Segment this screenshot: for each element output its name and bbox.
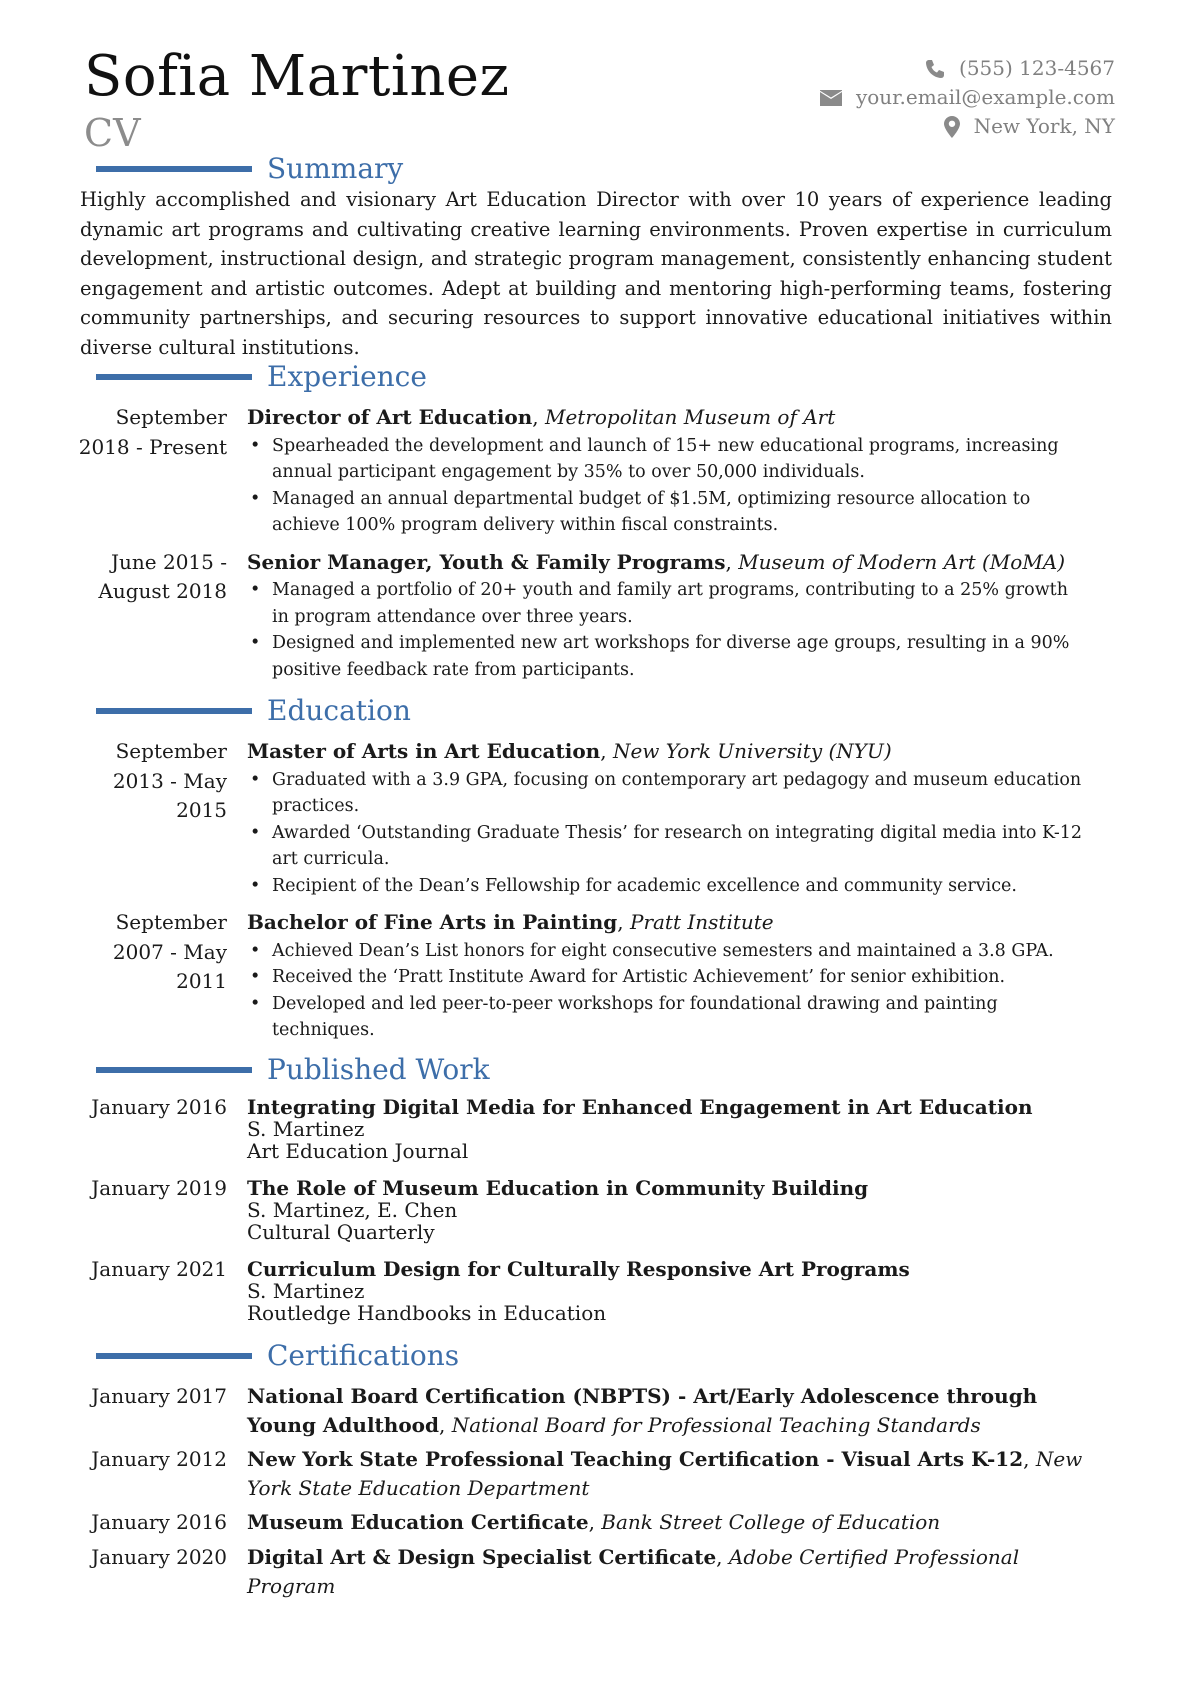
map-marker-icon — [944, 116, 960, 138]
publication-authors: S. Martinez — [247, 1117, 365, 1141]
entry-date: January 2012 — [91, 1447, 227, 1471]
section-accent-bar — [96, 166, 252, 172]
entry-date: June 2015 - August 2018 — [98, 549, 227, 603]
education-list — [0, 737, 1190, 1044]
publication-entry — [0, 1177, 1190, 1243]
publication-authors: S. Martinez — [247, 1279, 365, 1303]
entry-date: January 2016 — [91, 1095, 227, 1119]
education-entry — [0, 908, 1190, 1044]
entry-title: Senior Manager, Youth & Family Programs, Museum of Modern Art (MoMA) — [247, 549, 1066, 574]
section-accent-bar — [96, 1067, 252, 1073]
organization: Museum of Modern Art (MoMA) — [738, 549, 1066, 574]
education-entry — [0, 737, 1190, 899]
degree: Master of Arts in Art Education — [247, 739, 601, 763]
entry-date: January 2021 — [91, 1257, 227, 1281]
school: New York University (NYU) — [612, 739, 892, 763]
entry-date: January 2017 — [91, 1384, 227, 1408]
entry-date: September 2013 - May 2015 — [112, 739, 227, 822]
certification-entry — [0, 1543, 1190, 1601]
list-item: • Recipient of the Dean’s Fellowship for academic excellence and community service. — [247, 873, 1087, 900]
publication-entry — [0, 1096, 1190, 1162]
school: Pratt Institute — [629, 910, 774, 934]
section-heading: Published Work — [267, 1053, 490, 1086]
section-heading: Certifications — [267, 1339, 460, 1372]
publication-title: Integrating Digital Media for Enhanced Engagement in Art Education — [247, 1095, 1033, 1119]
certification-title: National Board Certification (NBPTS) - Art/Early Adolescence through Young Adulthood, National Board for Professional Teaching Standards — [247, 1384, 1038, 1437]
certification-title: New York State Professional Teaching Certification - Visual Arts K-12, New York State Education Department — [247, 1447, 1083, 1500]
email-address[interactable]: your.email@example.com — [855, 85, 1115, 109]
phone-number[interactable]: (555) 123-4567 — [959, 56, 1115, 80]
publication-list — [0, 1096, 1190, 1324]
contact-email — [820, 83, 1115, 112]
entry-date: January 2019 — [91, 1176, 227, 1200]
entry-title: Master of Arts in Art Education, New York University (NYU) — [247, 739, 892, 763]
list-item: • Awarded ‘Outstanding Graduate Thesis’ for research on integrating digital media into K-12 art curricula. — [247, 820, 1087, 873]
bullet-list — [247, 938, 1087, 1044]
contact-info — [820, 54, 1115, 141]
contact-location — [820, 112, 1115, 141]
section-accent-bar — [96, 1353, 252, 1359]
certification-entry — [0, 1382, 1190, 1440]
publication-venue: Routledge Handbooks in Education — [247, 1301, 607, 1325]
section-accent-bar — [96, 374, 252, 380]
bullet-list — [247, 577, 1087, 683]
bullet-list — [247, 767, 1087, 900]
section-heading: Education — [267, 694, 411, 727]
person-name: Sofia Martinez — [84, 44, 510, 109]
entry-date: September 2018 - Present — [78, 405, 227, 459]
organization: Metropolitan Museum of Art — [544, 405, 836, 429]
list-item: • Graduated with a 3.9 GPA, focusing on contemporary art pedagogy and museum education practices. — [247, 767, 1087, 820]
envelope-icon — [820, 90, 842, 106]
entry-date: January 2016 — [91, 1510, 227, 1534]
certification-title: Museum Education Certificate, Bank Street College of Education — [247, 1510, 941, 1534]
contact-phone — [820, 54, 1115, 83]
publication-venue: Art Education Journal — [247, 1139, 469, 1163]
list-item: • Received the ‘Pratt Institute Award for Artistic Achievement’ for senior exhibition. — [247, 964, 1087, 991]
section-accent-bar — [96, 708, 252, 714]
entry-title: Director of Art Education, Metropolitan Museum of Art — [247, 405, 836, 429]
section-certifications — [0, 1338, 1190, 1378]
publication-title: The Role of Museum Education in Community Building — [247, 1176, 869, 1200]
entry-date: September 2007 - May 2011 — [112, 910, 227, 993]
list-item: • Spearheaded the development and launch of 15+ new educational programs, increasing annual participant engagement by 35% to over 50,000 individuals. — [247, 433, 1087, 486]
publication-title: Curriculum Design for Culturally Responsive Art Programs — [247, 1257, 910, 1281]
certification-title: Digital Art & Design Specialist Certificate, Adobe Certified Professional Program — [247, 1544, 1020, 1598]
list-item: • Designed and implemented new art workshops for diverse age groups, resulting in a 90% positive feedback rate from participants. — [247, 630, 1087, 683]
summary-text: Highly accomplished and visionary Art Education Director with over 10 years of experience leading dynamic art programs and cultivating creative learning environments. Proven expertise in curriculum development, instructional design, and strategic program management, consistently enhancing student engagement and artistic outcomes. Adept at building and mentoring high-performing teams, fostering community partnerships, and securing resources to support innovative educational initiatives within diverse cultural institutions. — [80, 188, 1112, 359]
certification-entry — [0, 1445, 1190, 1503]
document-type: CV — [84, 111, 141, 155]
section-experience — [0, 359, 1190, 399]
degree: Bachelor of Fine Arts in Painting — [247, 910, 618, 934]
experience-entry — [0, 548, 1190, 684]
list-item: • Managed a portfolio of 20+ youth and family art programs, contributing to a 25% growth in program attendance over three years. — [247, 577, 1087, 630]
section-heading: Summary — [267, 152, 404, 185]
publication-authors: S. Martinez, E. Chen — [247, 1198, 458, 1222]
section-published-work — [0, 1052, 1190, 1092]
list-item: • Achieved Dean’s List honors for eight consecutive semesters and maintained a 3.8 GPA. — [247, 938, 1087, 965]
experience-list — [0, 403, 1190, 683]
list-item: • Developed and led peer-to-peer workshops for foundational drawing and painting techniques. — [247, 991, 1087, 1044]
cv-header — [84, 44, 1115, 154]
section-heading: Experience — [267, 360, 427, 393]
certification-entry — [0, 1508, 1190, 1538]
phone-icon — [925, 59, 945, 79]
list-item: • Managed an annual departmental budget of $1.5M, optimizing resource allocation to achieve 100% program delivery within fiscal constraints. — [247, 486, 1087, 539]
bullet-list — [247, 433, 1087, 539]
experience-entry — [0, 403, 1190, 539]
location: New York, NY — [973, 114, 1115, 138]
entry-date: January 2020 — [91, 1544, 227, 1569]
entry-title: Bachelor of Fine Arts in Painting, Pratt Institute — [247, 910, 774, 934]
section-education — [0, 693, 1190, 733]
certification-list — [0, 1382, 1190, 1601]
role: Senior Manager, Youth & Family Programs — [247, 549, 726, 574]
role: Director of Art Education — [247, 405, 533, 429]
publication-venue: Cultural Quarterly — [247, 1220, 435, 1244]
publication-entry — [0, 1258, 1190, 1324]
